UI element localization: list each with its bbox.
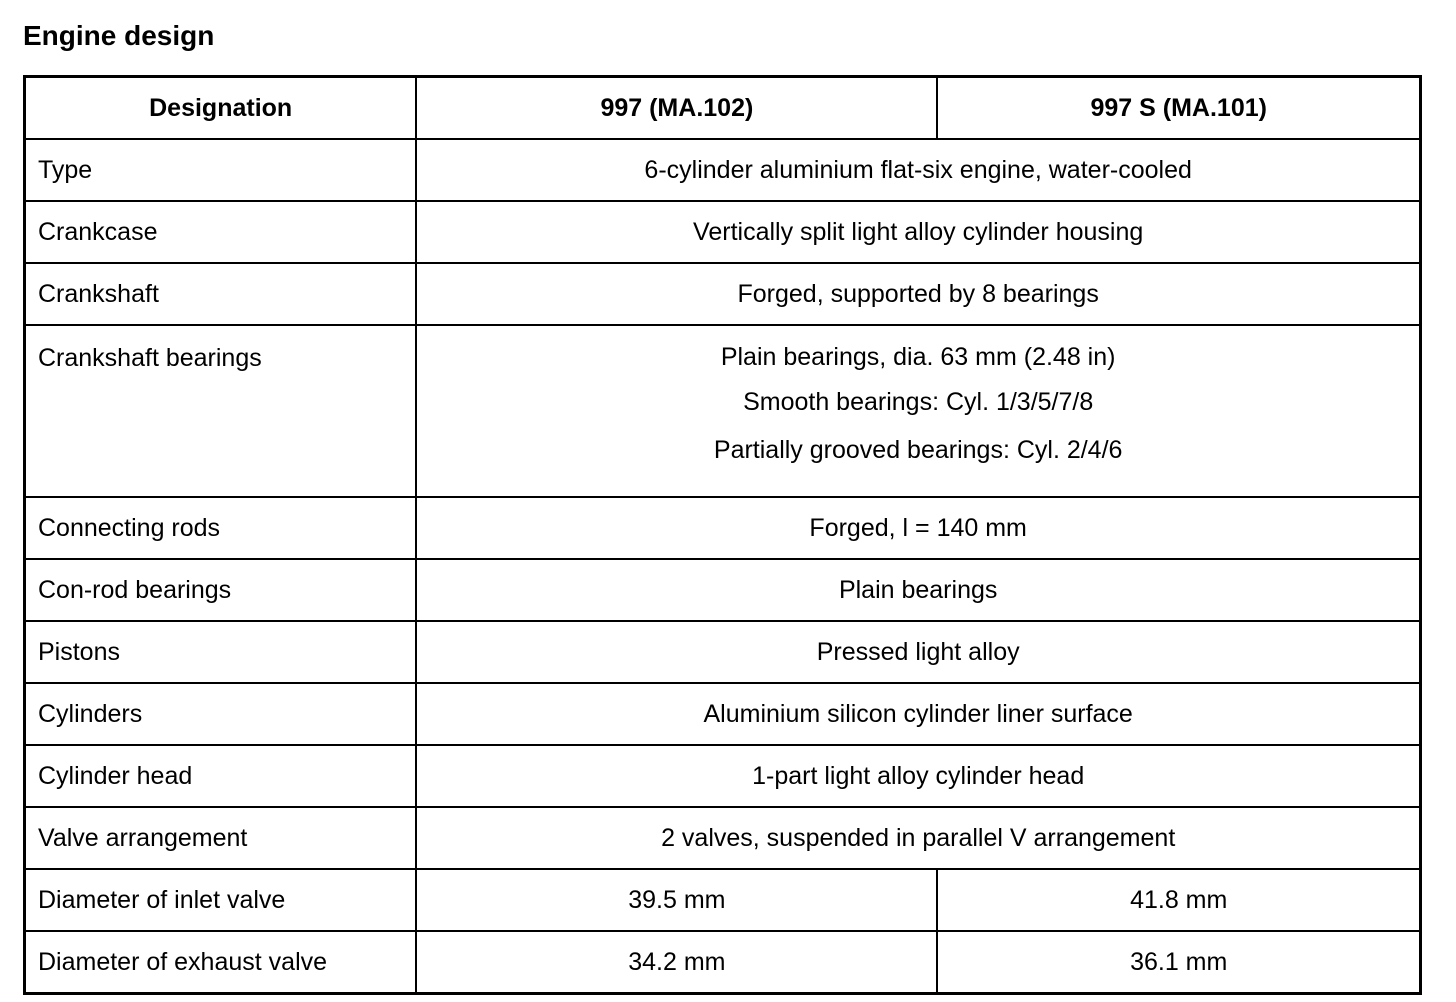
row-label: Con-rod bearings bbox=[25, 559, 417, 621]
table-row bbox=[25, 807, 1421, 869]
row-value-997: 39.5 mm bbox=[416, 869, 937, 931]
row-label: Diameter of inlet valve bbox=[25, 869, 417, 931]
row-value: Forged, l = 140 mm bbox=[416, 497, 1420, 559]
row-value-997s: 41.8 mm bbox=[937, 869, 1420, 931]
row-label: Cylinders bbox=[25, 683, 417, 745]
row-value: 1-part light alloy cylinder head bbox=[416, 745, 1420, 807]
row-value-997: 34.2 mm bbox=[416, 931, 937, 994]
row-value: 6-cylinder aluminium flat-six engine, water-cooled bbox=[416, 139, 1420, 201]
header-997: 997 (MA.102) bbox=[416, 77, 937, 140]
row-value-997s: 36.1 mm bbox=[937, 931, 1420, 994]
row-value: Forged, supported by 8 bearings bbox=[416, 263, 1420, 325]
row-value: Vertically split light alloy cylinder housing bbox=[416, 201, 1420, 263]
table-row bbox=[25, 139, 1421, 201]
row-label: Diameter of exhaust valve bbox=[25, 931, 417, 994]
header-designation: Designation bbox=[25, 77, 417, 140]
row-label: Pistons bbox=[25, 621, 417, 683]
row-label: Crankshaft bbox=[25, 263, 417, 325]
row-label: Crankcase bbox=[25, 201, 417, 263]
engine-design-table bbox=[23, 75, 1422, 995]
row-label: Type bbox=[25, 139, 417, 201]
row-value: Pressed light alloy bbox=[416, 621, 1420, 683]
table-row bbox=[25, 745, 1421, 807]
row-label: Valve arrangement bbox=[25, 807, 417, 869]
table-row bbox=[25, 621, 1421, 683]
table-row bbox=[25, 869, 1421, 931]
row-value-line: Plain bearings, dia. 63 mm (2.48 in) bbox=[720, 343, 1116, 371]
table-row bbox=[25, 325, 1421, 497]
table-row bbox=[25, 683, 1421, 745]
row-value: Plain bearings bbox=[416, 559, 1420, 621]
row-value: Aluminium silicon cylinder liner surface bbox=[416, 683, 1420, 745]
table-row bbox=[25, 201, 1421, 263]
header-997s: 997 S (MA.101) bbox=[937, 77, 1420, 140]
row-value: 2 valves, suspended in parallel V arrangement bbox=[416, 807, 1420, 869]
row-value bbox=[416, 325, 1420, 497]
row-label: Cylinder head bbox=[25, 745, 417, 807]
row-value-line: Partially grooved bearings: Cyl. 2/4/6 bbox=[713, 436, 1123, 464]
page-title: Engine design bbox=[23, 20, 215, 51]
table-row bbox=[25, 263, 1421, 325]
row-label: Connecting rods bbox=[25, 497, 417, 559]
table-row bbox=[25, 931, 1421, 994]
table-row bbox=[25, 497, 1421, 559]
row-label: Crankshaft bearings bbox=[25, 325, 417, 497]
row-value-line: Smooth bearings: Cyl. 1/3/5/7/8 bbox=[743, 388, 1094, 416]
table-header-row bbox=[25, 77, 1421, 140]
table-row bbox=[25, 559, 1421, 621]
